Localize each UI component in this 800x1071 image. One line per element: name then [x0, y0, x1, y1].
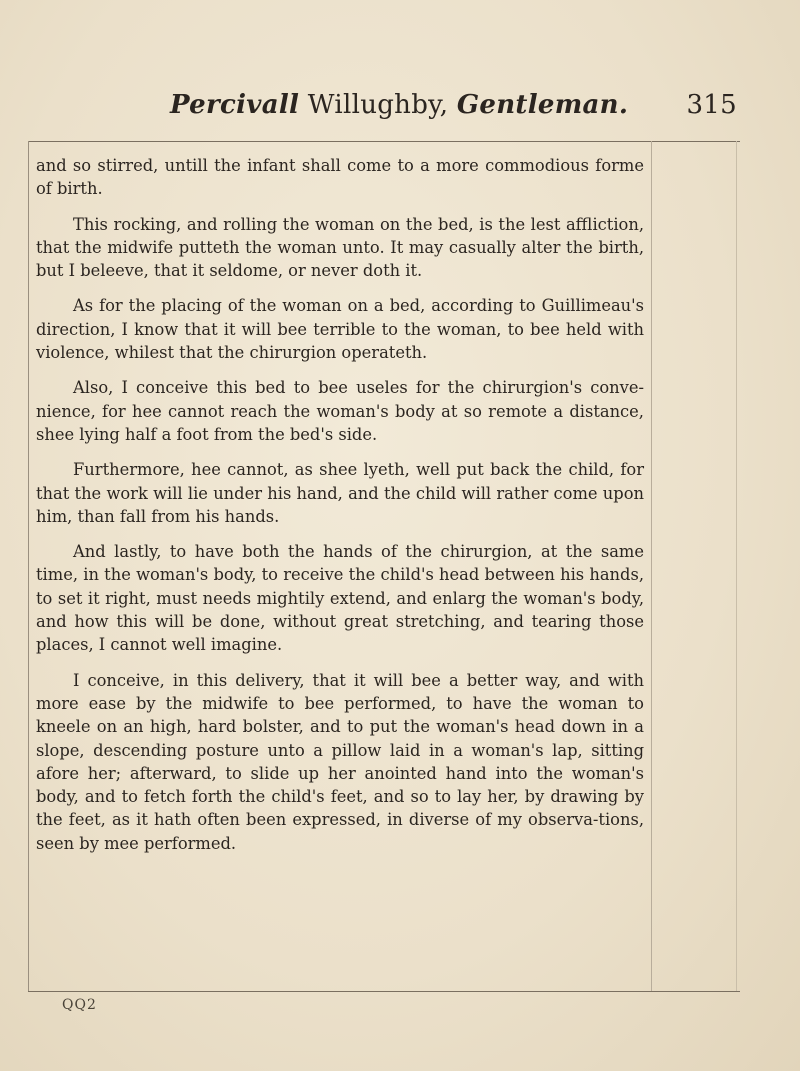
paragraph: I conceive, in this delivery, that it will bee a better way, and with more ease by the midwife to bee performed, to have the woman to kneele on an high, hard bolster, and to put the woman's head down in a slope, descending posture unto a pillow laid in a woman's lap, sitting afore her; afterward, to slide up her anointed hand into the woman's body, and to fetch forth the child's feet, and so to lay her, by drawing by the feet, as it hath often been expressed, in diverse of my observa-tions, seen by mee performed. — [36, 670, 644, 853]
frame-rule-top — [28, 141, 740, 142]
body-text — [36, 154, 644, 867]
frame-rule-bottom — [28, 991, 740, 992]
header-title-plain: Willughby, — [299, 90, 457, 120]
paragraph: This rocking, and rolling the woman on the bed, is the lest affliction, that the midwife putteth the woman unto. It may casually alter the birth, but I beleeve, that it seldome, or never doth it. — [36, 214, 644, 281]
paragraph: Furthermore, hee cannot, as shee lyeth, well put back the child, for that the work will lie under his hand, and the child will rather come upon him, than fall from his hands. — [36, 460, 644, 526]
paragraph: Also, I conceive this bed to bee useles for the chirurgion's conve-nience, for hee cannot reach the woman's body at so remote a distance, shee lying half a foot from the bed's side. — [36, 378, 644, 444]
signature-mark: QQ2 — [62, 997, 97, 1013]
header-title — [170, 90, 628, 120]
paragraph: As for the placing of the woman on a bed, according to Guillimeau's direction, I know that it will bee terrible to the woman, to bee held with violence, whilest that the chirurgion operateth. — [36, 296, 644, 363]
frame-rule-right — [651, 141, 652, 991]
frame-rule-outer-right — [736, 141, 737, 991]
frame-rule-left — [28, 141, 29, 991]
header-title-italic-b: Gentleman. — [456, 90, 629, 120]
paragraph: And lastly, to have both the hands of the chirurgion, at the same time, in the woman's body, to receive the child's head between his hands, to set it right, must needs mightily extend, and enlarg the woman's body, and how this will be done, without great stretching, and tearing those places, I cannot well imagine. — [36, 542, 644, 655]
page-number: 315 — [686, 90, 737, 120]
running-header — [170, 90, 770, 130]
header-title-italic-a: Percivall — [170, 90, 300, 120]
paragraph: and so stirred, untill the infant shall come to a more commodious forme of birth. — [36, 156, 644, 199]
